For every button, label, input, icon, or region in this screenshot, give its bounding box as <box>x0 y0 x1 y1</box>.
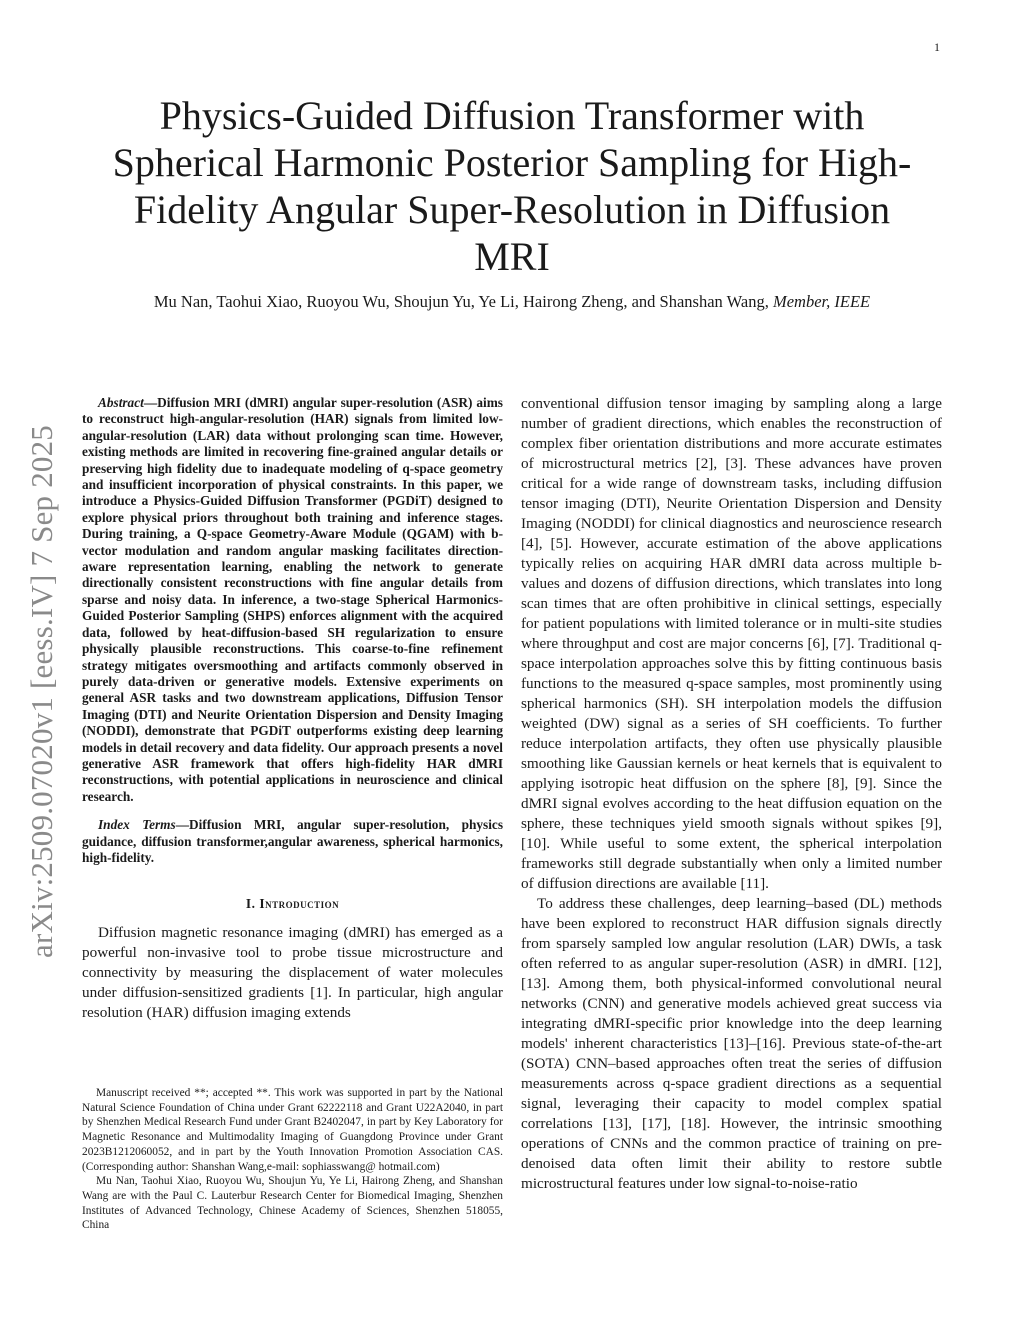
funding-footnote: Manuscript received **; accepted **. This work was supported in part by the National Natural Science Foundation of China under Grant 62222118 and Grant U22A2040, in part by Shenzhen Medical Research Fund under Grant B2402047, in part by Key Laboratory for Magnetic Resonance and Multimodality Imaging of Guangdong Province under Grant 2023B1212060052, and in part by the Youth Innovation Promotion Association CAS. (Corresponding author: Shanshan Wang,e-mail: sophiasswang@ hotmail.com) <box>82 1087 503 1173</box>
index-terms-text: —Diffusion MRI, angular super-resolution, physics guidance, diffusion transformer,angular awareness, spherical harmonics, high-fidelity. <box>82 817 503 865</box>
section-title: Introduction <box>259 896 340 912</box>
page-number: 1 <box>934 40 940 54</box>
abstract-label: Abstract <box>98 395 144 410</box>
author-list <box>110 290 914 313</box>
abstract-text: —Diffusion MRI (dMRI) angular super-resolution (ASR) aims to reconstruct high-angular-resolution (HAR) signals from limited low-angular-resolution (LAR) data without prolonging scan time. However, existing methods are limited in recovering fine-grained angular details or preserving high fidelity due to inadequate modeling of q-space geometry and insufficient incorporation of physical constraints. In this paper, we introduce a Physics-Guided Diffusion Transformer (PGDiT) designed to explore physical priors throughout both training and inference stages. During training, a Q-space Geometry-Aware Module (QGAM) with b-vector modulation and random angular masking facilitates direction-aware representation learning, enabling the network to generate directionally consistent reconstructions with fine angular details from sparse and noisy data. In inference, a two-stage Spherical Harmonics-Guided Posterior Sampling (SHPS) enforces alignment with the acquired data, followed by heat-diffusion-based SH regularization to ensure physically plausible reconstructions. This coarse-to-fine refinement strategy mitigates oversmoothing and artifacts commonly observed in purely data-driven or generative models. Extensive experiments on general ASR tasks and two downstream applications, Diffusion Tensor Imaging (DTI) and Neurite Orientation Dispersion and Density Imaging (NODDI), demonstrate that PGDiT outperforms existing deep learning models in detail recovery and data fidelity. Our approach presents a novel generative ASR framework that offers high-fidelity HAR dMRI reconstructions, with potential applications in neuroscience and clinical research. <box>82 395 503 804</box>
index-terms-label: Index Terms <box>98 817 176 833</box>
left-column <box>82 395 503 1023</box>
intro-paragraph-right: conventional diffusion tensor imaging by sampling along a large number of gradient directions, which enables the reconstruction of complex fiber orientation distributions and more accurate estimates of microstructural metrics [2], [3]. These advances have proven critical for a wide range of downstream tasks, including diffusion tensor imaging (DTI), Neurite Orientation Dispersion and Density Imaging (NODDI) for clinical diagnostics and neuroscience research [4], [5]. However, accurate estimation of the above applications typically relies on acquiring HAR dMRI data across multiple b-values and dozens of diffusion directions, which translates into long scan times that are often prohibitive in clinical settings, especially for patient populations with limited tolerance or in multi-site studies where throughput and cost are major concerns [6], [7]. Traditional q-space interpolation approaches solve this by fitting continuous basis functions to the measured q-space samples, most prominently using spherical harmonics (SH). SH interpolation models the diffusion weighted (DW) signal as a series of SH coefficients. To further reduce interpolation artifacts, they often use physically plausible smoothing like Gaussian kernels or heat kernels that is equivalent to applying isotropic heat diffusion on the sphere [8], [9]. Since the dMRI signal evolves according to the heat diffusion equation on the sphere, these techniques yield smooth signals without spikes [9], [10]. While useful to some extent, the spherical interpolation frameworks still degrade substantially when only a limited number of diffusion directions are available [11]. <box>521 395 942 892</box>
abstract <box>82 395 503 805</box>
author-membership: Member, IEEE <box>772 292 871 311</box>
arxiv-identifier[interactable]: arXiv:2509.07020v1 [eess.IV] 7 Sep 2025 <box>24 425 59 958</box>
right-column <box>521 394 942 1194</box>
author-names: Mu Nan, Taohui Xiao, Ruoyou Wu, Shoujun Yu, Ye Li, Hairong Zheng, and Shanshan Wang, <box>153 292 769 311</box>
section-number: I. <box>245 896 256 912</box>
affiliation-footnote: Mu Nan, Taohui Xiao, Ruoyou Wu, Shoujun Yu, Ye Li, Hairong Zheng, and Shanshan Wang are with the Paul C. Lauterbur Research Center for Biomedical Imaging, Shenzhen Institutes of Advanced Technology, Chinese Academy of Sciences, Shenzhen 518055, China <box>82 1175 503 1232</box>
footnotes <box>82 1086 503 1233</box>
intro-paragraph-left: Diffusion magnetic resonance imaging (dMRI) has emerged as a powerful non-invasive tool to probe tissue microstructure and connectivity by measuring the displacement of water molecules under diffusion-sensitized gradients [1]. In particular, high angular resolution (HAR) diffusion imaging extends <box>82 924 503 1022</box>
index-terms <box>82 817 503 866</box>
paper-title: Physics-Guided Diffusion Transformer with Spherical Harmonic Posterior Sampling for High-Fidelity Angular Super-Resolution in Diffusion MRI <box>112 93 912 279</box>
intro-paragraph-2: To address these challenges, deep learning–based (DL) methods have been explored to reconstruct HAR diffusion signals directly from sparsely sampled low angular resolution (LAR) DWIs, a task often referred to as angular super-resolution (ASR) in dMRI. [12], [13]. Among them, both physical-informed convolutional neural networks (CNN) and generative models achieved great success via integrating dMRI-specific prior knowledge into the deep learning models' inherent characteristics [13]–[16]. Previous state-of-the-art (SOTA) CNN–based approaches often treat the series of diffusion measurements across q-space gradient directions as a sequential signal, leveraging their capacity to model complex spatial correlations [13], [17], [18]. However, the intrinsic smoothing operations of CNNs and the common practice of training on pre-denoised data often limit their ability to restore subtle microstructural features under low signal-to-noise-ratio <box>521 895 942 1192</box>
section-heading-introduction <box>82 896 503 912</box>
